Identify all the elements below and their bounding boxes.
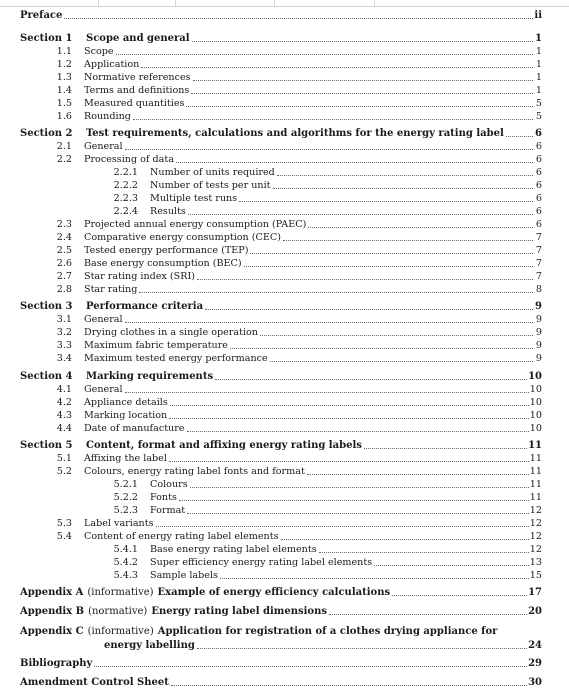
toc-subsection-number: 4.3 bbox=[56, 410, 72, 421]
toc-page-number: 10 bbox=[529, 397, 542, 408]
toc-entry[interactable] bbox=[20, 352, 542, 365]
toc-subsection-title: Base energy rating label elements bbox=[150, 544, 317, 555]
toc-leader-dots bbox=[230, 347, 533, 349]
toc-entry[interactable] bbox=[20, 517, 542, 530]
toc-entry[interactable] bbox=[20, 370, 542, 383]
toc-leader-dots bbox=[205, 308, 533, 310]
toc-page-number: 6 bbox=[535, 128, 542, 139]
toc-subsection-number: 4.4 bbox=[56, 423, 72, 434]
toc-subsection-number: 1.3 bbox=[56, 72, 72, 83]
toc-page-number: 1 bbox=[535, 46, 542, 57]
toc-appendix-title: Energy rating label dimensions bbox=[151, 606, 327, 617]
toc-leader-dots bbox=[190, 486, 529, 488]
toc-entry[interactable] bbox=[20, 71, 542, 84]
toc-entry[interactable] bbox=[20, 586, 542, 599]
toc-subsection-number: 3.2 bbox=[56, 327, 72, 338]
toc-subsection-title: Maximum tested energy performance bbox=[84, 353, 268, 364]
toc-page-number: 12 bbox=[529, 505, 542, 516]
toc-page-number: 20 bbox=[528, 606, 542, 617]
toc-leader-dots bbox=[170, 404, 529, 406]
toc-subsection-title: Super efficiency energy rating label elements bbox=[150, 557, 373, 568]
toc-subsection-title: Measured quantities bbox=[84, 98, 185, 109]
toc-subsection-number: 3.3 bbox=[56, 340, 72, 351]
top-edge-rule bbox=[0, 6, 569, 7]
toc-page-number: 7 bbox=[535, 232, 542, 243]
toc-page-number: 24 bbox=[528, 640, 542, 651]
toc-entry[interactable] bbox=[20, 409, 542, 422]
toc-appendix-title-line2: energy labelling bbox=[104, 640, 195, 651]
toc-entry[interactable] bbox=[20, 504, 542, 517]
toc-page-number: 11 bbox=[529, 492, 542, 503]
toc-leader-dots bbox=[133, 118, 533, 120]
toc-appendix-title: Example of energy efficiency calculations bbox=[157, 587, 391, 598]
toc-leader-dots bbox=[186, 105, 533, 107]
toc-subsection-number: 2.2 bbox=[56, 154, 72, 165]
toc-page-number: 1 bbox=[535, 59, 542, 70]
toc-leader-dots bbox=[187, 512, 529, 514]
toc-page-number: 10 bbox=[529, 423, 542, 434]
toc-entry[interactable] bbox=[20, 270, 542, 283]
page-top-edge bbox=[0, 0, 569, 7]
toc-entry[interactable] bbox=[20, 465, 542, 478]
toc-subsection-title: Appliance details bbox=[84, 397, 168, 408]
toc-subsection-title: Terms and definitions bbox=[84, 85, 190, 96]
toc-leader-dots bbox=[176, 161, 533, 163]
toc-section-title: Performance criteria bbox=[86, 301, 204, 312]
toc-entry[interactable] bbox=[20, 383, 542, 396]
toc-entry[interactable] bbox=[20, 244, 542, 257]
toc-page-number: 9 bbox=[535, 327, 542, 338]
toc-entry[interactable] bbox=[20, 231, 542, 244]
toc-subsection-number: 2.2.4 bbox=[113, 206, 138, 217]
toc-subsection-title: General bbox=[84, 384, 123, 395]
toc-subsection-number: 5.4.1 bbox=[113, 544, 138, 555]
toc-subsection-number: 2.5 bbox=[56, 245, 72, 256]
toc-section-title: Scope and general bbox=[86, 33, 190, 44]
toc-entry-title: Bibliography bbox=[20, 658, 93, 669]
toc-entry[interactable] bbox=[20, 257, 542, 270]
toc-appendix-label: Appendix B bbox=[20, 606, 85, 617]
toc-entry[interactable] bbox=[20, 192, 542, 205]
toc-entry[interactable] bbox=[20, 556, 542, 569]
toc-section-number: Section 3 bbox=[20, 301, 73, 312]
toc-page-number: 7 bbox=[535, 271, 542, 282]
toc-entry[interactable] bbox=[20, 205, 542, 218]
toc-subsection-number: 2.7 bbox=[56, 271, 72, 282]
toc-entry[interactable] bbox=[20, 478, 542, 491]
toc-page-number: 11 bbox=[529, 479, 542, 490]
toc-page-number: 6 bbox=[535, 206, 542, 217]
toc-subsection-number: 2.2.3 bbox=[113, 193, 138, 204]
toc-page-number: ii bbox=[534, 10, 542, 21]
toc-page-number: 17 bbox=[528, 587, 542, 598]
toc-page-number: 7 bbox=[535, 258, 542, 269]
toc-leader-dots bbox=[125, 321, 533, 323]
toc-section-title: Marking requirements bbox=[86, 371, 214, 382]
toc-leader-dots bbox=[277, 174, 533, 176]
toc-subsection-title: Projected annual energy consumption (PAEC) bbox=[84, 219, 307, 230]
toc-leader-dots bbox=[169, 417, 529, 419]
toc-page-number: 7 bbox=[535, 245, 542, 256]
toc-entry[interactable] bbox=[20, 543, 542, 556]
toc-leader-dots bbox=[125, 391, 529, 393]
toc-leader-dots bbox=[192, 40, 533, 42]
toc-subsection-title: Affixing the label bbox=[84, 453, 167, 464]
toc-subsection-number: 5.4 bbox=[56, 531, 72, 542]
toc-subsection-title: General bbox=[84, 314, 123, 325]
toc-leader-dots bbox=[270, 360, 533, 362]
toc-appendix-label: Appendix A bbox=[20, 587, 84, 598]
toc-subsection-title: Content of energy rating label elements bbox=[84, 531, 279, 542]
toc-leader-dots bbox=[250, 252, 533, 254]
toc-page-number: 15 bbox=[529, 570, 542, 581]
toc-subsection-title: Base energy consumption (BEC) bbox=[84, 258, 242, 269]
toc-leader-dots bbox=[191, 92, 533, 94]
toc-entry[interactable] bbox=[20, 396, 542, 409]
toc-subsection-title: Star rating bbox=[84, 284, 138, 295]
toc-subsection-number: 5.2.1 bbox=[113, 479, 138, 490]
toc-subsection-number: 2.4 bbox=[56, 232, 72, 243]
toc-appendix-label: Appendix C bbox=[20, 626, 84, 637]
toc-leader-dots bbox=[244, 265, 533, 267]
toc-subsection-number: 3.4 bbox=[56, 353, 72, 364]
toc-leader-dots bbox=[171, 684, 527, 686]
toc-subsection-title: Number of units required bbox=[150, 167, 275, 178]
toc-section-number: Section 5 bbox=[20, 440, 73, 451]
toc-page-number: 6 bbox=[535, 154, 542, 165]
toc-entry[interactable] bbox=[20, 283, 542, 296]
toc-subsection-title: Fonts bbox=[150, 492, 177, 503]
toc-entry[interactable] bbox=[20, 9, 542, 22]
toc-subsection-title: Multiple test runs bbox=[150, 193, 238, 204]
toc-page-number: 11 bbox=[528, 440, 542, 451]
toc-entry[interactable] bbox=[20, 326, 542, 339]
toc-entry[interactable] bbox=[20, 452, 542, 465]
toc-subsection-title: Number of tests per unit bbox=[150, 180, 271, 191]
toc-leader-dots bbox=[94, 665, 527, 667]
toc-entry[interactable] bbox=[20, 339, 542, 352]
toc-page-number: 9 bbox=[535, 301, 542, 312]
toc-entry[interactable] bbox=[20, 530, 542, 543]
toc-leader-dots bbox=[364, 447, 527, 449]
toc-page-number: 9 bbox=[535, 314, 542, 325]
toc-page-number: 5 bbox=[535, 111, 542, 122]
toc-entry[interactable] bbox=[20, 657, 542, 670]
toc-entry[interactable] bbox=[20, 439, 542, 452]
toc-page-number: 12 bbox=[529, 544, 542, 555]
toc-leader-dots bbox=[220, 577, 529, 579]
toc-leader-dots bbox=[215, 378, 527, 380]
toc-subsection-title: Maximum fabric temperature bbox=[84, 340, 228, 351]
toc-leader-dots bbox=[64, 17, 533, 19]
toc-leader-dots bbox=[308, 226, 533, 228]
toc-entry[interactable] bbox=[20, 179, 542, 192]
toc-subsection-number: 2.2.1 bbox=[113, 167, 138, 178]
toc-page-number: 1 bbox=[535, 85, 542, 96]
toc-subsection-number: 2.2.2 bbox=[113, 180, 138, 191]
toc-subsection-number: 2.1 bbox=[56, 141, 72, 152]
toc-entry[interactable] bbox=[20, 569, 542, 582]
toc-leader-dots bbox=[283, 239, 533, 241]
toc-page-number: 30 bbox=[528, 677, 542, 688]
toc-page-number: 11 bbox=[529, 466, 542, 477]
toc-leader-dots bbox=[141, 66, 533, 68]
toc-subsection-number: 5.2 bbox=[56, 466, 72, 477]
toc-section-number: Section 2 bbox=[20, 128, 73, 139]
toc-subsection-title: General bbox=[84, 141, 123, 152]
toc-page-number: 12 bbox=[529, 531, 542, 542]
toc-subsection-title: Format bbox=[150, 505, 186, 516]
toc-leader-dots bbox=[281, 538, 529, 540]
toc-subsection-number: 4.1 bbox=[56, 384, 72, 395]
toc-entry[interactable] bbox=[20, 97, 542, 110]
toc-leader-dots bbox=[125, 148, 533, 150]
toc-entry-title: Preface bbox=[20, 10, 63, 21]
toc-subsection-number: 2.3 bbox=[56, 219, 72, 230]
toc-section-number: Section 1 bbox=[20, 33, 73, 44]
toc-leader-dots bbox=[392, 594, 527, 596]
toc-leader-dots bbox=[188, 213, 533, 215]
toc-leader-dots bbox=[273, 187, 533, 189]
toc-leader-dots bbox=[506, 135, 533, 137]
toc-entry[interactable] bbox=[20, 313, 542, 326]
toc-page-number: 8 bbox=[535, 284, 542, 295]
toc-page-number: 29 bbox=[528, 658, 542, 669]
toc-page-number: 6 bbox=[535, 180, 542, 191]
toc-leader-dots bbox=[179, 499, 529, 501]
toc-section-title: Content, format and affixing energy rating labels bbox=[86, 440, 362, 451]
toc-subsection-number: 5.2.2 bbox=[113, 492, 138, 503]
toc-page-number: 6 bbox=[535, 141, 542, 152]
toc-subsection-number: 5.1 bbox=[56, 453, 72, 464]
toc-subsection-number: 1.6 bbox=[56, 111, 72, 122]
toc-appendix-note: (informative) bbox=[87, 587, 154, 598]
toc-subsection-number: 1.5 bbox=[56, 98, 72, 109]
toc-subsection-number: 4.2 bbox=[56, 397, 72, 408]
toc-page-number: 6 bbox=[535, 219, 542, 230]
toc-subsection-number: 2.6 bbox=[56, 258, 72, 269]
toc-entry[interactable] bbox=[20, 166, 542, 179]
toc-leader-dots bbox=[169, 460, 529, 462]
toc-subsection-number: 2.8 bbox=[56, 284, 72, 295]
toc-page-number: 1 bbox=[535, 72, 542, 83]
toc-leader-dots bbox=[193, 79, 533, 81]
toc-page-number: 6 bbox=[535, 167, 542, 178]
toc-page-number: 10 bbox=[528, 371, 542, 382]
toc-page-number: 5 bbox=[535, 98, 542, 109]
toc-subsection-title: Results bbox=[150, 206, 186, 217]
toc-page-number: 9 bbox=[535, 340, 542, 351]
toc-leader-dots bbox=[319, 551, 529, 553]
toc-page-number: 1 bbox=[535, 33, 542, 44]
toc-leader-dots bbox=[307, 473, 529, 475]
toc-appendix-title: Application for registration of a clothes drying appliance for bbox=[157, 626, 498, 637]
toc-entry[interactable] bbox=[20, 140, 542, 153]
toc-subsection-number: 1.2 bbox=[56, 59, 72, 70]
toc-subsection-number: 5.4.2 bbox=[113, 557, 138, 568]
toc-entry[interactable] bbox=[20, 491, 542, 504]
toc-subsection-title: Tested energy performance (TEP) bbox=[84, 245, 249, 256]
toc-leader-dots bbox=[239, 200, 533, 202]
toc-section-title: Test requirements, calculations and algorithms for the energy rating label bbox=[86, 128, 504, 139]
toc-subsection-number: 3.1 bbox=[56, 314, 72, 325]
toc-entry[interactable] bbox=[20, 218, 542, 231]
toc-subsection-title: Rounding bbox=[84, 111, 131, 122]
toc-section-number: Section 4 bbox=[20, 371, 73, 382]
toc-leader-dots bbox=[260, 334, 533, 336]
toc-entry[interactable] bbox=[20, 605, 542, 618]
toc-subsection-title: Comparative energy consumption (CEC) bbox=[84, 232, 281, 243]
toc-entry[interactable] bbox=[20, 45, 542, 58]
toc-subsection-title: Normative references bbox=[84, 72, 191, 83]
toc-subsection-title: Label variants bbox=[84, 518, 154, 529]
toc-appendix-note: (normative) bbox=[88, 606, 148, 617]
toc-entry[interactable] bbox=[20, 422, 542, 435]
toc-subsection-title: Drying clothes in a single operation bbox=[84, 327, 258, 338]
toc-subsection-number: 5.2.3 bbox=[113, 505, 138, 516]
toc-subsection-title: Sample labels bbox=[150, 570, 218, 581]
toc-leader-dots bbox=[329, 613, 527, 615]
toc-entry-continuation[interactable] bbox=[20, 639, 542, 652]
toc-page-number: 9 bbox=[535, 353, 542, 364]
toc-leader-dots bbox=[156, 525, 529, 527]
toc-leader-dots bbox=[116, 53, 533, 55]
toc-subsection-title: Colours bbox=[150, 479, 188, 490]
toc-subsection-title: Application bbox=[84, 59, 140, 70]
toc-subsection-title: Scope bbox=[84, 46, 114, 57]
toc-leader-dots bbox=[374, 564, 529, 566]
toc-subsection-number: 5.4.3 bbox=[113, 570, 138, 581]
toc-entry[interactable] bbox=[20, 58, 542, 71]
toc-entry[interactable] bbox=[20, 625, 542, 638]
toc-leader-dots bbox=[197, 278, 533, 280]
toc-entry[interactable] bbox=[20, 676, 542, 689]
toc-subsection-title: Date of manufacture bbox=[84, 423, 185, 434]
toc-entry[interactable] bbox=[20, 127, 542, 140]
toc-subsection-number: 5.3 bbox=[56, 518, 72, 529]
toc-leader-dots bbox=[197, 647, 527, 649]
toc-appendix-note: (informative) bbox=[87, 626, 154, 637]
toc-entry[interactable] bbox=[20, 153, 542, 166]
toc-subsection-number: 1.4 bbox=[56, 85, 72, 96]
toc-page-number: 11 bbox=[529, 453, 542, 464]
toc-subsection-title: Colours, energy rating label fonts and format bbox=[84, 466, 305, 477]
toc-subsection-title: Marking location bbox=[84, 410, 168, 421]
toc-entry-title: Amendment Control Sheet bbox=[20, 677, 169, 688]
toc-entry[interactable] bbox=[20, 32, 542, 45]
toc-page-number: 13 bbox=[529, 557, 542, 568]
toc-subsection-title: Processing of data bbox=[84, 154, 174, 165]
toc-leader-dots bbox=[187, 430, 529, 432]
toc-subsection-title: Star rating index (SRI) bbox=[84, 271, 195, 282]
toc-page-number: 10 bbox=[529, 410, 542, 421]
toc-page-number: 10 bbox=[529, 384, 542, 395]
toc-subsection-number: 1.1 bbox=[56, 46, 72, 57]
toc-leader-dots bbox=[139, 291, 533, 293]
toc-entry[interactable] bbox=[20, 300, 542, 313]
toc-page-number: 6 bbox=[535, 193, 542, 204]
toc-entry[interactable] bbox=[20, 84, 542, 97]
toc-page-number: 12 bbox=[529, 518, 542, 529]
toc-entry[interactable] bbox=[20, 110, 542, 123]
